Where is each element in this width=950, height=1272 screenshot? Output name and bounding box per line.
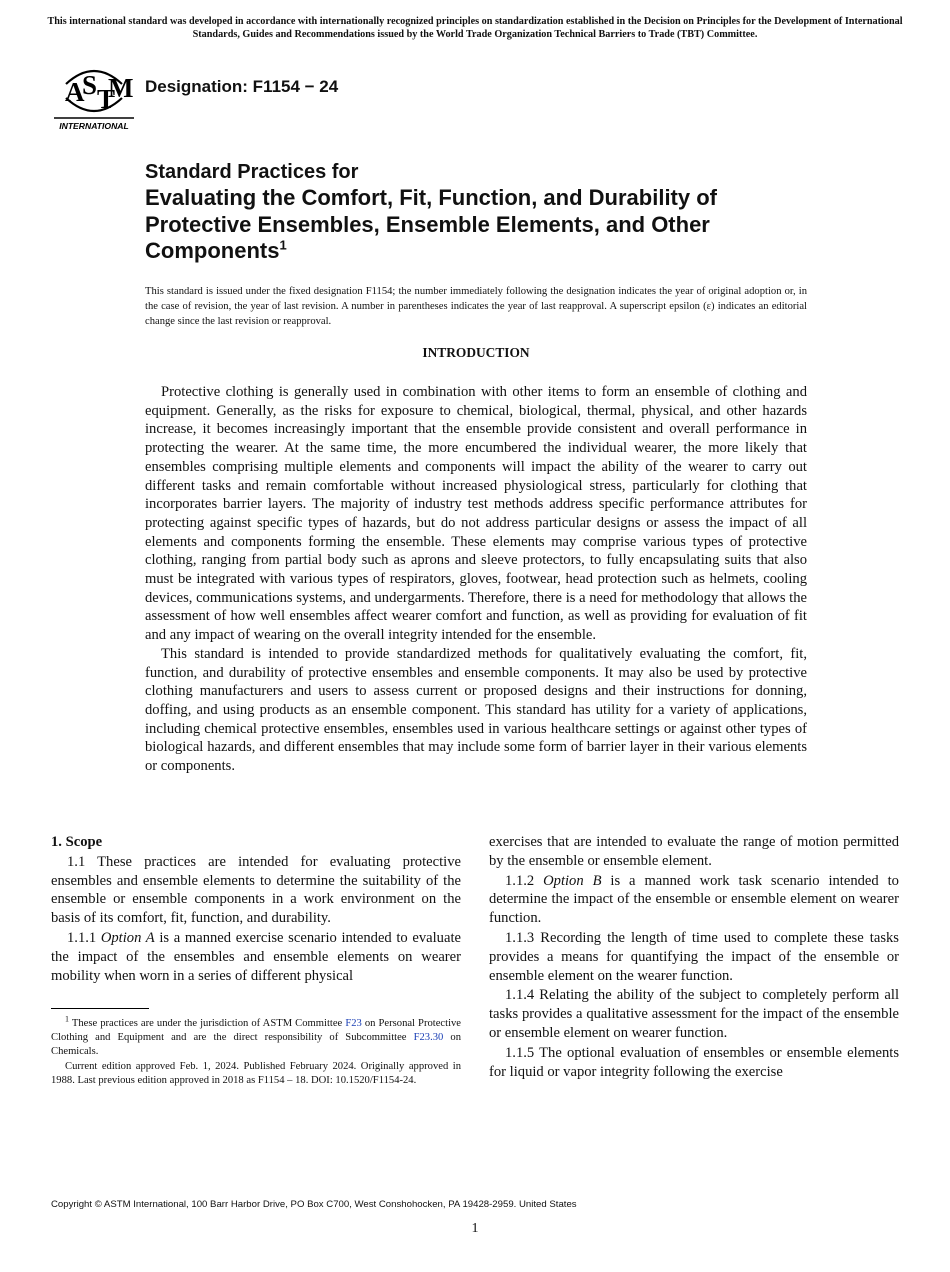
paragraph-text: is a manned work task scenario intended to determine the impact of the ensemble or ensemble element on wearer function. [489,872,899,927]
left-column [51,833,461,986]
copyright-line: Copyright © ASTM International, 100 Barr Harbor Drive, PO Box C700, West Conshohocken, PA 19428-2959. United States [51,1199,577,1210]
svg-text:M: M [108,73,134,103]
designation: Designation: F1154 − 24 [145,77,339,96]
option-a-label: Option A [100,929,155,946]
page-number: 1 [471,1221,479,1236]
footnote-divider [51,1008,149,1009]
introduction-body [145,383,807,776]
paragraph-number: 1.1.1 [67,929,97,946]
svg-text:A: A [65,77,85,107]
footnotes [51,1014,462,1088]
paragraph-1-1-2 [489,872,899,928]
introduction-heading: INTRODUCTION [422,345,530,360]
paragraph-1-1-1 [51,929,461,985]
footnote-mark: 1 [65,1014,69,1024]
footnote-text: These practices are under the jurisdiction of ASTM Committee [71,1018,343,1029]
footnote-text: on Chemicals. [51,1032,461,1058]
issuance-note: This standard is issued under the fixed designation F1154; the number immediately following the designation indicates the year of original adoption or, in the case of revision, the year of last revision. A number in parentheses indicates the year of last reapproval. A superscript epsilon (ε) indicates an editorial change since the last revision or reapproval. [145,286,807,328]
footnote-edition: Current edition approved Feb. 1, 2024. Published February 2024. Originally approved in 1988. Last previous edition approved in 2018 as F1154 – 18. DOI: 10.1520/F1154-24. [51,1060,461,1086]
paragraph-number: 1.1.2 [505,872,535,889]
introduction-paragraph-1: Protective clothing is generally used in combination with other items to form an ensemble of clothing and equipment. Generally, as the risks for exposure to chemical, biological, thermal, physical, and other hazards increase, it becomes increasingly important that the ensemble provide consistent and overall performance in protecting the wearer. At the same time, the more encumbered the individual wearer, the more likely that ensembles comprising multiple elements and components will impact the ability of the wearer to carry out different tasks and remain comfortable without increased physiological stress, particularly for clothing that incorporates barrier layers. The majority of industry test methods address specific performance attributes for protecting against specific types of hazards, but do not address particular designs or assess the impact of all elements and components forming the ensemble. These elements may comprise various types of protective clothing, ranging from partial body such as aprons and sleeve protectors, to fully encapsulating suits that also must be integrated with various types of respirators, gloves, footwear, head protection such as helmets, cooling devices, communications systems, and undergarments. Therefore, there is a need for methodology that allows the assessment of how well ensembles affect wearer comfort and function, as well as providing for evaluation of fit and any impact of wearing on the overall integrity intended for the ensemble. [145,384,807,644]
logo-subtext: INTERNATIONAL [59,121,129,131]
scope-heading: 1. Scope [51,834,103,850]
paragraph-text: is a manned exercise scenario intended to evaluate the impact of the ensembles and ensemble elements on wearer mobility when worn in a series of different physical [51,929,461,984]
option-b-label: Option B [543,872,602,889]
paragraph-1-1-5: 1.1.5 The optional evaluation of ensembles or ensemble elements for liquid or vapor integrity following the exercise [489,1044,899,1080]
right-column [489,833,899,1082]
svg-text:S: S [82,70,98,100]
paragraph-1-1-4: 1.1.4 Relating the ability of the subject to completely perform all tasks provides a qualitative assessment for the impact of the ensemble or ensemble element on wearer function. [489,987,899,1041]
svg-text:T: T [97,84,116,114]
title-block [145,160,825,265]
footnote-1 [51,1014,462,1060]
footnote-text: on Personal Protective Clothing and Equipment and are the direct responsibility of Subcommittee [51,1018,462,1044]
astm-logo [52,54,136,132]
committee-link[interactable]: F23 [345,1018,362,1029]
title-main-text: Evaluating the Comfort, Fit, Function, and Durability of Protective Ensembles, Ensemble Elements, and Other Components [145,185,717,263]
introduction-paragraph-2: This standard is intended to provide standardized methods for qualitatively evaluating the comfort, fit, function, and durability of protective ensembles and ensemble components. It may also be used by protective clothing manufacturers and users to assess current or proposed designs and their instructions for donning, doffing, and using products as an ensemble component. This standard has utility for a variety of applications, including chemical protective ensembles, ensembles used in various healthcare settings or against other types of biological hazards, and different ensembles that may include some form of barrier layer in their various elements or components. [145,645,807,775]
title-line1: Standard Practices for [145,161,359,183]
header-notice: This international standard was developed in accordance with internationally recognized principles on standardization established in the Decision on Principles for the Development of International Standards, Guides and Recommendations issued by the World Trade Organization Technical Barriers to Trade (TBT) Committee. [47,16,903,40]
paragraph-1-1-1-continued: exercises that are intended to evaluate the range of motion permitted by the ensemble or ensemble element. [489,834,899,869]
paragraph-1-1: 1.1 These practices are intended for evaluating protective ensembles and ensemble elements to determine the suitability of the ensemble or ensemble components in a work environment on the basis of its comfort, fit, function, and durability. [51,853,461,927]
title-footnote-ref[interactable]: 1 [279,237,287,253]
paragraph-1-1-3: 1.1.3 Recording the length of time used to complete these tasks provides a means for quantifying the impact of the ensemble or ensemble element on the wearer function. [489,929,899,984]
subcommittee-link[interactable]: F23.30 [413,1032,444,1044]
page-title [145,185,825,265]
